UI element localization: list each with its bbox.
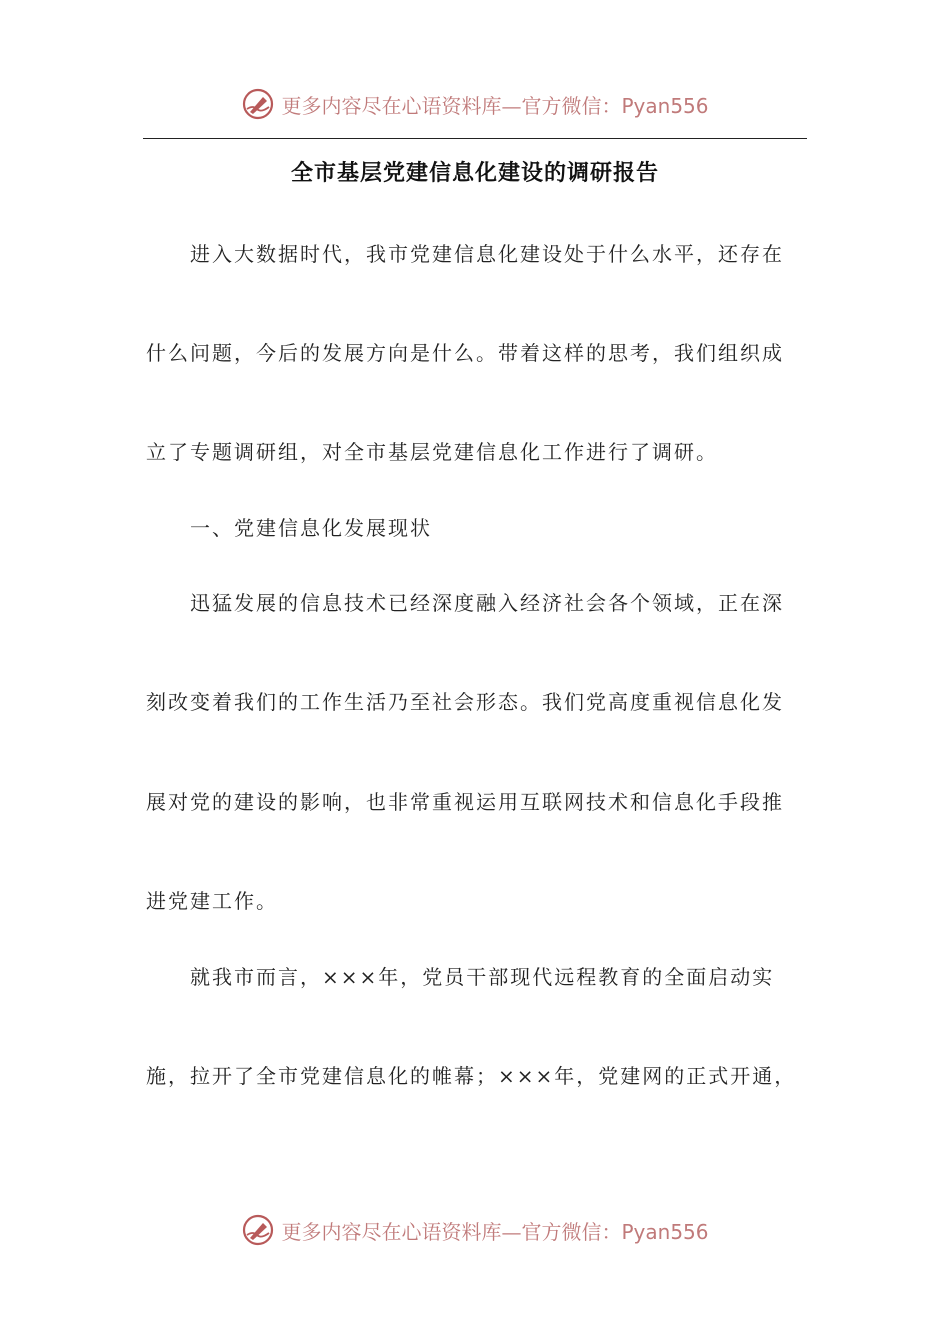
banner-text	[281, 1216, 708, 1245]
document-title: 全市基层党建信息化建设的调研报告	[290, 160, 659, 186]
paragraph-line: 立了专题调研组，对全市基层党建信息化工作进行了调研。	[146, 440, 718, 464]
header-banner	[0, 84, 950, 124]
footer-banner	[0, 1210, 950, 1250]
section-heading: 一、党建信息化发展现状	[190, 516, 432, 540]
banner-text-cn: 更多内容尽在心语资料库—官方微信：	[281, 93, 622, 118]
pen-nib-logo-icon	[241, 1213, 275, 1247]
banner-text-cn: 更多内容尽在心语资料库—官方微信：	[281, 1219, 622, 1244]
banner-wechat-id: Pyan556	[621, 1219, 709, 1244]
paragraph-line: 迅猛发展的信息技术已经深度融入经济社会各个领域，正在深	[190, 591, 784, 615]
paragraph-line: 施，拉开了全市党建信息化的帷幕；×××年，党建网的正式开通，	[146, 1064, 797, 1088]
paragraph-line: 刻改变着我们的工作生活乃至社会形态。我们党高度重视信息化发	[146, 690, 784, 714]
paragraph-line: 什么问题，今后的发展方向是什么。带着这样的思考，我们组织成	[146, 341, 784, 365]
paragraph-line: 进入大数据时代，我市党建信息化建设处于什么水平，还存在	[190, 242, 784, 266]
banner-wechat-id: Pyan556	[621, 93, 709, 118]
paragraph-line: 进党建工作。	[146, 889, 278, 913]
paragraph-line: 展对党的建设的影响，也非常重视运用互联网技术和信息化手段推	[146, 790, 784, 814]
header-divider	[143, 138, 807, 139]
paragraph-line: 就我市而言，×××年，党员干部现代远程教育的全面启动实	[190, 965, 775, 989]
banner-text	[281, 90, 708, 119]
pen-nib-logo-icon	[241, 87, 275, 121]
